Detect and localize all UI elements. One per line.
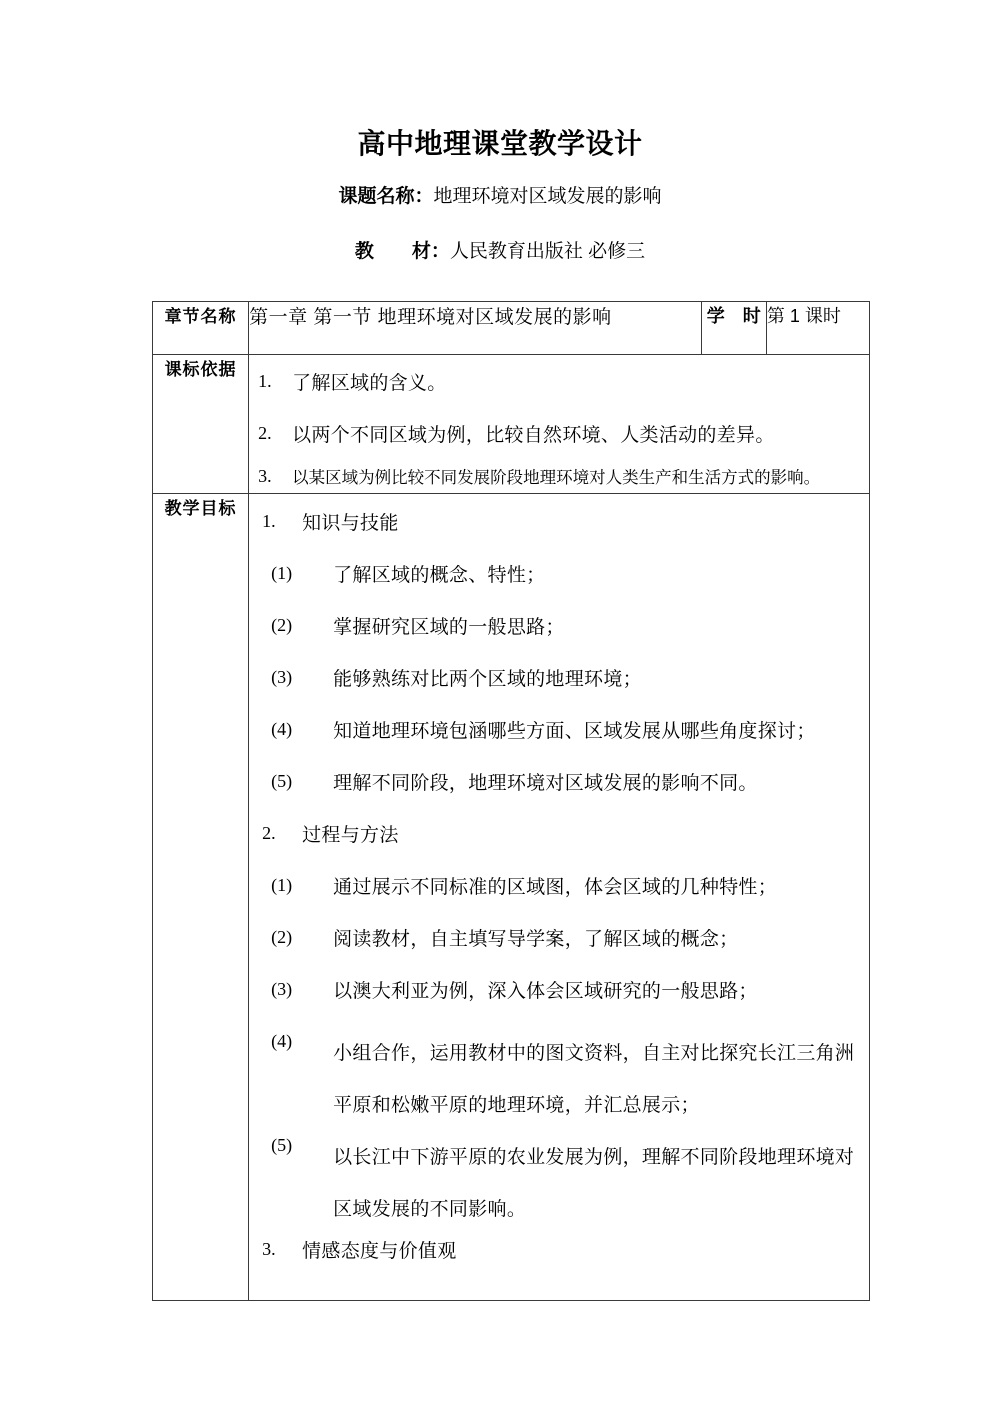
objectives-label: 教学目标 bbox=[153, 494, 249, 1301]
list-item-text: 能够熟练对比两个区域的地理环境； bbox=[333, 669, 642, 690]
list-item-text: 了解区域的含义。 bbox=[292, 372, 447, 394]
group-number: 3. bbox=[262, 1239, 276, 1259]
textbook-line bbox=[0, 238, 1000, 266]
list-item-text: 阅读教材，自主填写导学案，了解区域的概念； bbox=[333, 929, 739, 950]
list-item-text: 以澳大利亚为例，深入体会区域研究的一般思路； bbox=[333, 981, 758, 1002]
page-title: 高中地理课堂教学设计 bbox=[357, 128, 643, 159]
textbook-value: 人民教育出版社 必修三 bbox=[449, 241, 646, 262]
list-item-number: (4) bbox=[271, 1031, 293, 1051]
lesson-plan-table bbox=[152, 301, 870, 1301]
table-row-objectives bbox=[153, 494, 870, 1301]
group-heading-text: 知识与技能 bbox=[302, 513, 399, 534]
list-item bbox=[249, 872, 869, 924]
objectives-content bbox=[249, 494, 870, 1301]
list-item bbox=[249, 459, 869, 493]
list-item bbox=[249, 664, 869, 716]
spacer bbox=[249, 494, 869, 508]
chapter-label: 章节名称 bbox=[153, 302, 249, 355]
list-item-number: (4) bbox=[271, 719, 293, 739]
list-item bbox=[249, 612, 869, 664]
list-item bbox=[249, 716, 869, 768]
list-item-text: 掌握研究区域的一般思路； bbox=[333, 617, 565, 638]
table-row-chapter bbox=[153, 302, 870, 355]
list-item bbox=[249, 407, 869, 459]
group-number: 1. bbox=[262, 511, 276, 531]
group-heading-text: 过程与方法 bbox=[302, 825, 399, 846]
list-item-text: 通过展示不同标准的区域图，体会区域的几种特性； bbox=[333, 877, 778, 898]
list-item-number: (3) bbox=[271, 667, 293, 687]
list-item bbox=[249, 976, 869, 1028]
list-item-number: (2) bbox=[271, 615, 293, 635]
list-item bbox=[249, 355, 869, 407]
list-item bbox=[249, 1028, 869, 1132]
hours-value: 第 1 课时 bbox=[766, 302, 869, 355]
spacer bbox=[249, 1288, 869, 1300]
list-item-number: (5) bbox=[271, 1135, 293, 1155]
list-item-number: (3) bbox=[271, 979, 293, 999]
list-item-number: (5) bbox=[271, 771, 293, 791]
group-number: 2. bbox=[262, 823, 276, 843]
list-item-text: 了解区域的概念、特性； bbox=[333, 565, 546, 586]
objective-group-heading bbox=[249, 508, 869, 560]
list-item-text: 以长江中下游平原的农业发展为例，理解不同阶段地理环境对区域发展的不同影响。 bbox=[333, 1147, 855, 1220]
objective-group-heading bbox=[249, 820, 869, 872]
group-heading-text: 情感态度与价值观 bbox=[302, 1241, 457, 1262]
list-item-number: 3. bbox=[258, 466, 272, 486]
list-item-text: 知道地理环境包涵哪些方面、区域发展从哪些角度探讨； bbox=[333, 721, 816, 742]
list-item-text: 小组合作，运用教材中的图文资料，自主对比探究长江三角洲平原和松嫩平原的地理环境，并汇总展示； bbox=[333, 1043, 855, 1116]
list-item bbox=[249, 768, 869, 820]
list-item-number: (1) bbox=[271, 875, 293, 895]
list-item-number: (2) bbox=[271, 927, 293, 947]
textbook-label: 教 材： bbox=[354, 241, 450, 262]
subject-label: 课题名称： bbox=[338, 186, 434, 207]
list-item-number: 2. bbox=[258, 423, 272, 443]
subject-value: 地理环境对区域发展的影响 bbox=[433, 186, 662, 207]
subject-line bbox=[0, 183, 1000, 211]
standards-content bbox=[249, 355, 870, 494]
list-item-text: 以两个不同区域为例，比较自然环境、人类活动的差异。 bbox=[292, 424, 775, 446]
list-item-text: 以某区域为例比较不同发展阶段地理环境对人类生产和生活方式的影响。 bbox=[292, 469, 821, 487]
list-item-number: 1. bbox=[258, 371, 272, 391]
hours-label: 学 时 bbox=[701, 302, 766, 355]
chapter-value: 第一章 第一节 地理环境对区域发展的影响 bbox=[249, 302, 702, 355]
list-item bbox=[249, 924, 869, 976]
list-item bbox=[249, 560, 869, 612]
list-item-number: (1) bbox=[271, 563, 293, 583]
list-item bbox=[249, 1132, 869, 1236]
table-row-standards bbox=[153, 355, 870, 494]
standards-label: 课标依据 bbox=[153, 355, 249, 494]
objective-group-heading bbox=[249, 1236, 869, 1288]
list-item-text: 理解不同阶段，地理环境对区域发展的影响不同。 bbox=[333, 773, 758, 794]
